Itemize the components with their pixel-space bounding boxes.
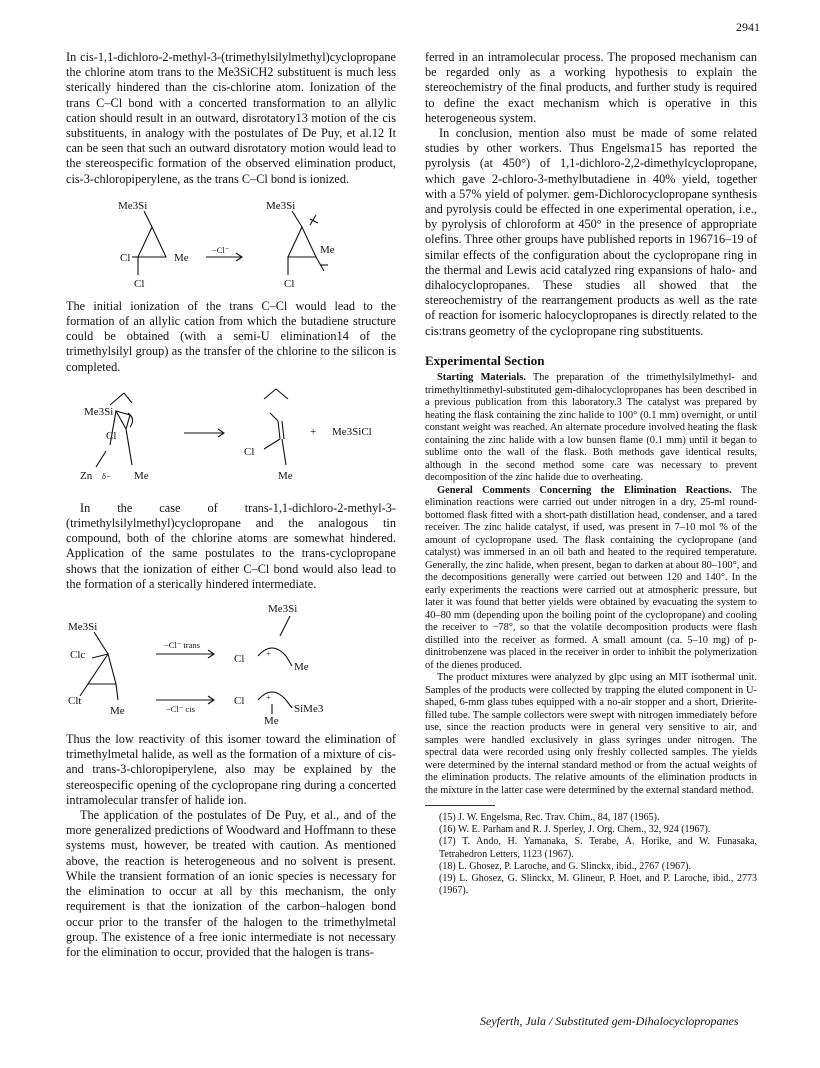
scheme3-me-top: Me — [294, 661, 309, 674]
left-paragraph-2: The initial ionization of the trans C–Cl would lead to the formation of an allylic cation from which the butadiene structure could be obtained (with a semi-U elimination14 of the trimethylsilyl group) as the transfer of the chlorine to the silicon is completed. — [66, 298, 396, 374]
references — [425, 812, 757, 897]
running-footer: Seyferth, Jula / Substituted gem-Dihalocyclopropanes — [480, 1014, 739, 1028]
scheme3-me3si-start: Me3Si — [68, 621, 98, 634]
experimental-heading: Experimental Section — [425, 352, 545, 368]
left-paragraph-1: In cis-1,1-dichloro-2-methyl-3-(trimethylsilylmethyl)cyclopropane the chlorine atom trans to the Me3SiCH2 substituent is much less sterically hindered than the cis-chlorine atom. Ionization of the trans C–Cl bond with a concerted transformation to an allylic cation should result in an outward, disrotatory13 motion of the cis substituents, in analogy with the postulates of De Puy, et al.12 It can be seen that such an outward disrotatory motion would lead to the stereospecific formation of the observed elimination product, cis-3-chloropiperylene, as the trans C–Cl bond is ionized. — [66, 50, 396, 186]
general-comments-text: The elimination reactions were carried out under nitrogen in a dry, 25-ml round-bottomed flask fitted with a short-path distillation head, condenser, and a tared receiver. The zinc halide catalyst, if used, was present in 7–10 mol % of the amount of cyclopropane used. The flask containing the cyclopropane (and catalyst) was immersed in an oil bath and heated to the required temperature. Generally, the zinc halide, when present, began to darken at about 80–100°, and the decompositions generally were carried out between 120 and 140°. In the early experiments the reactions were carried out at atmospheric pressure, but later it was found that better yields were obtained by evacuating the system to 40–80 mm (depending upon the boiling point of the cyclopropane) and cooling the receiver to −78°, so that the volatile decomposition products were flash distilled into the receiver as formed. A small amount (ca. 5–10 mg) of p-dinitrobenzene was placed in the receiver in order to inhibit the polymerization of the dienes produced. — [425, 484, 757, 671]
starting-materials-runin: Starting Materials. — [437, 372, 526, 384]
scheme-2-elimination — [66, 383, 396, 493]
scheme3-cl-top: Cl — [234, 653, 245, 666]
scheme2-cl1: Cl — [106, 429, 117, 442]
footnote-rule — [425, 805, 495, 806]
scheme3-cl-bot: Cl — [234, 695, 245, 708]
reference-item: (18) L. Ghosez, P. Laroche, and G. Slinckx, ibid., 2767 (1967). — [439, 860, 691, 872]
left-paragraph-3: In the case of trans-1,1-dichloro-2-methyl-3-(trimethylsilylmethyl)cyclopropane and the analogous tin compound, both of the chlorine atoms are somewhat hindered. Application of the same postulates to the trans-cyclopropane shows that the ionization of either C–Cl bond would also lead to the formation of a sterically hindered intermediate. — [66, 500, 396, 591]
scheme-1-ionization — [66, 195, 396, 291]
scheme1-cl-a2: Cl — [134, 277, 145, 290]
scheme3-cl-c: Clc — [70, 649, 86, 662]
scheme3-arrow-cis: −Cl⁻ cis — [166, 704, 195, 715]
scheme3-cl-t: Clt — [68, 695, 82, 708]
scheme1-arrow-label: −Cl⁻ — [212, 244, 230, 255]
scheme2-zn: Zn — [80, 469, 93, 482]
scheme3-me3si-top: Me3Si — [268, 603, 298, 616]
reference-item: (19) L. Ghosez, G. Slinckx, M. Glineur, P. Hoet, and P. Laroche, ibid., 2773 (1967). — [439, 873, 757, 897]
scheme-3-stereochemistry — [66, 600, 396, 724]
scheme2-me1: Me — [134, 469, 149, 482]
reference-item: (17) T. Ando, H. Yamanaka, S. Terabe, A. Horike, and W. Funasaka, Tetrahedron Letters, 1123 (1967). — [439, 836, 757, 860]
reference-item: (16) W. E. Parham and R. J. Sperley, J. Org. Chem., 32, 924 (1967). — [439, 824, 711, 836]
right-paragraph-1: ferred in an intramolecular process. The proposed mechanism can be regarded only as a working hypothesis to explain the stereochemistry of the final products, and further study is required to define the exact mechanism which is operative in this heterogeneous system. — [425, 50, 757, 125]
scheme3-plus-bot: + — [266, 692, 271, 703]
page-number: 2941 — [736, 20, 760, 34]
scheme1-me-b: Me — [320, 243, 335, 256]
scheme3-plus-top: + — [266, 648, 271, 659]
scheme1-cl-b: Cl — [284, 277, 295, 290]
scheme2-delta: δ− — [102, 470, 111, 481]
experimental-section — [425, 372, 757, 797]
general-comments-paragraph — [425, 485, 757, 673]
scheme3-arrow-trans: −Cl⁻ trans — [164, 640, 200, 651]
starting-materials-paragraph — [425, 372, 757, 485]
scheme1-me3si-b: Me3Si — [266, 199, 296, 212]
scheme1-cl-a1: Cl — [120, 251, 131, 264]
right-column — [425, 50, 757, 897]
scheme3-sime3: SiMe3 — [294, 703, 324, 716]
scheme2-me3si: Me3Si — [84, 405, 114, 418]
left-column — [66, 50, 396, 960]
left-paragraph-5: The application of the postulates of De Puy, et al., and of the more generalized predictions of Woodward and Hoffmann to these systems must, however, be treated with caution. As mentioned above, the reaction is heterogeneous and no solvent is present. While the transient formation of an ionic species is necessary for the elimination to occur at all by this mechanism, the only requirement is that the ionization of the carbon–halogen bond occur prior to the transfer of the halogen to the trimethylmetal group. The existence of a free ionic intermediate is not necessary for the elimination to occur, provided that the halogen is trans- — [66, 808, 396, 959]
scheme3-me-start: Me — [110, 705, 125, 718]
scheme3-me-bot: Me — [264, 715, 279, 725]
left-paragraph-4: Thus the low reactivity of this isomer toward the elimination of trimethylmetal halide, as well as the formation of a mixture of cis- and trans-3-chloropiperylene, also may be explained by the stereospecific opening of the cyclopropane ring during a concerted intramolecular transfer of halide ion. — [66, 732, 396, 807]
scheme1-me3si-a: Me3Si — [118, 199, 148, 212]
product-analysis-paragraph: The product mixtures were analyzed by glpc using an MIT isothermal unit. Samples of the products were collected by trapping the eluted component in U-shaped, 6-mm glass tubes equipped with a no-air stopper and a short, Drierite-filled tube. The sample collectors were swept with nitrogen immediately before use, since the reaction products were in general very sensitive to air, and samples were handled exclusively in glass syringes under nitrogen. The spectral data were recorded using only freshly collected samples. The yields were determined by the internal standard method or from the actual weights of the elimination products. The relative amounts of the elimination products in the mixture in the latter case were determined by the external standard method. — [425, 672, 757, 796]
reference-item: (15) J. W. Engelsma, Rec. Trav. Chim., 84, 187 (1965). — [439, 812, 660, 824]
scheme1-me-a: Me — [174, 251, 189, 264]
starting-materials-text: The preparation of the trimethylsilylmethyl- and trimethyltinmethyl-substituted gem-dihalocyclopropanes has been described in a previous publication from this laboratory.3 The catalyst was prepared by heating the flask containing the zinc halide to 100° (0.1 mm) overnight, or until constant weight was reached. An alternate procedure involved heating the flask containing the zinc halide with a low bunsen flame (0.1 mm) until it began to sublime onto the wall of the flask. Both methods gave identical results, although in the second method some care was necessary to prevent decomposition of the zinc halide due to overheating. — [425, 372, 757, 484]
right-paragraph-2: In conclusion, mention also must be made of some related studies by other workers. Thus Engelsma15 has reported the pyrolysis (at 450°) of 1,1-dichloro-2,2-dimethylcyclopropane, which gave 2-chloro-3-methylbutadiene in 40% yield, together with a 57% yield of polymer. gem-Dichlorocyclopropane synthesis and pyrolysis could be effected in one experimental operation, i.e., by pyrolysis of chloroform at 450° in the presence of appropriate olefins. Three other groups have published reports in 196716–19 of similar effects of the configuration about the cyclopropane ring in the thermal and Lewis acid catalyzed ring expansions of halo- and dihalocyclopropanes. These studies all showed that the stereochemistry of the rearrangement products as well as the rate of reaction for isomeric halocyclopropanes is directly related to the cis:trans geometry of the cyclopropane ring substituents. — [425, 126, 757, 338]
scheme2-cl2: Cl — [244, 445, 255, 458]
scheme2-plus: + — [310, 425, 317, 438]
general-comments-runin: General Comments Concerning the Elimination Reactions. — [437, 484, 732, 496]
scheme2-product: Me3SiCl — [332, 425, 372, 438]
scheme2-me2: Me — [278, 469, 293, 482]
